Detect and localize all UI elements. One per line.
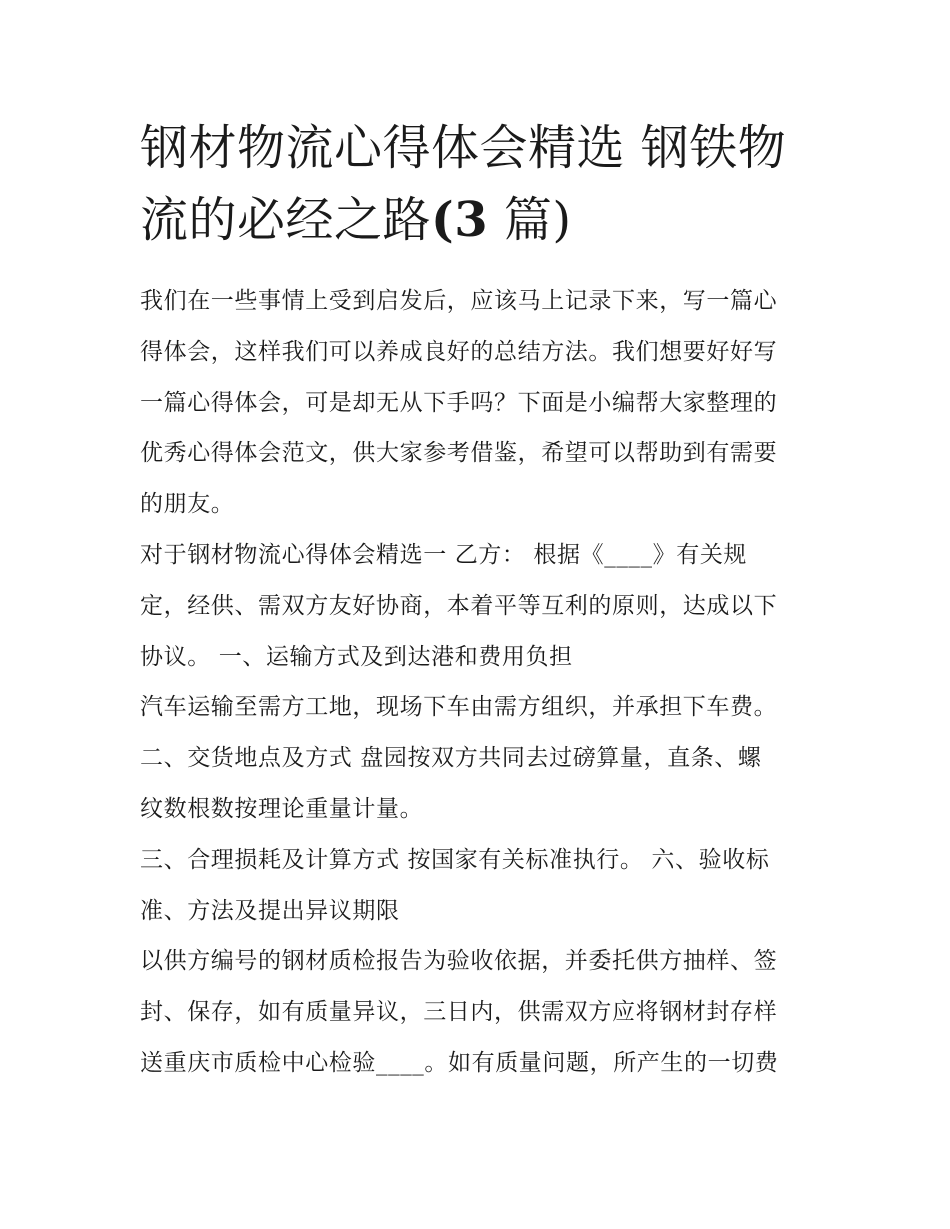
title-line-1: 钢材物流心得体会精选 钢铁物 — [140, 120, 787, 176]
body-line: 对于钢材物流心得体会精选一 乙方： 根据《____》有关规 — [140, 541, 748, 568]
body-line: 以供方编号的钢材质检报告为验收依据，并委托供方抽样、签 — [140, 948, 778, 975]
title-line-2-text: 流的必经之路 — [140, 192, 432, 248]
body-line: 汽车运输至需方工地，现场下车由需方组织，并承担下车费。 — [140, 694, 778, 721]
title-line-2 — [140, 192, 572, 248]
body-line: 一篇心得体会，可是却无从下手吗？下面是小编帮大家整理的 — [140, 389, 778, 416]
body-line: 封、保存，如有质量异议，三日内，供需双方应将钢材封存样 — [140, 999, 778, 1026]
body-line: 纹数根数按理论重量计量。 — [140, 795, 424, 822]
body-line: 优秀心得体会范文，供大家参考借鉴，希望可以帮助到有需要 — [140, 440, 778, 467]
body-line: 定，经供、需双方友好协商，本着平等互利的原则，达成以下 — [140, 592, 778, 619]
title-line-2-suffix: 篇) — [488, 192, 572, 248]
body-line: 得体会，这样我们可以养成良好的总结方法。我们想要好好写 — [140, 338, 778, 365]
body-line: 协议。 一、运输方式及到达港和费用负担 — [140, 643, 573, 670]
document-body — [140, 276, 820, 1089]
document-title — [140, 112, 820, 256]
body-line: 准、方法及提出异议期限 — [140, 897, 400, 924]
body-line: 我们在一些事情上受到启发后，应该马上记录下来，写一篇心 — [140, 288, 778, 314]
body-line: 二、交货地点及方式 盘园按双方共同去过磅算量，直条、螺 — [140, 745, 762, 772]
body-line: 送重庆市质检中心检验____。如有质量问题，所产生的一切费 — [140, 1049, 779, 1076]
title-line-2-number: (3 — [431, 192, 489, 248]
body-line: 的朋友。 — [140, 491, 235, 518]
body-line: 三、合理损耗及计算方式 按国家有关标准执行。 六、验收标 — [140, 846, 770, 873]
